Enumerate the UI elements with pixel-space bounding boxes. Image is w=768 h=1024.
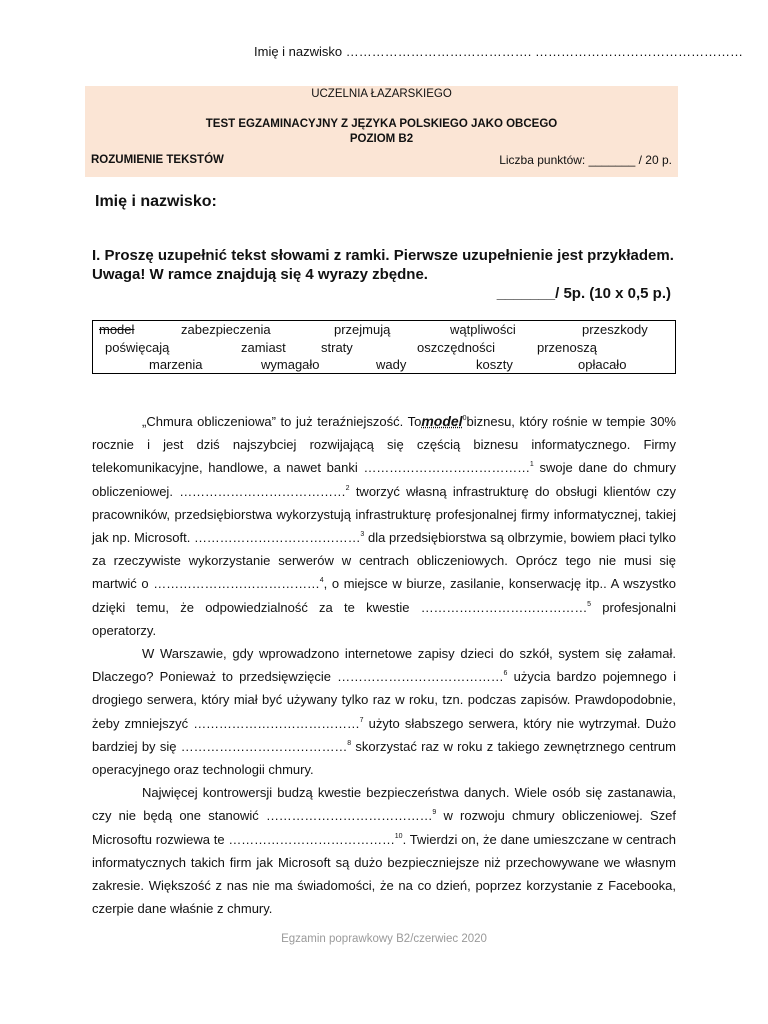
- text-segment: tworzyć własną infrastrukturę do obsługi klientów czy pracowników, przedsiębiorstwa wykorzystują infrastrukturę profesjonalnej firmy informatycznej, takiej jak np. Microsoft.: [92, 483, 676, 546]
- text-segment: dla przedsiębiorstwa są olbrzymie, bowiem płaci tylko za rzeczywiste wykorzystanie serwerów w centrach obliczeniowych. Oprócz tego nie musi się martwić o: [92, 530, 676, 592]
- gap-blank[interactable]: …………………………………: [194, 530, 361, 546]
- word-box-word: zamiast: [241, 340, 286, 355]
- name-label: Imię i nazwisko:: [95, 193, 217, 210]
- gap-number: 10: [394, 832, 403, 840]
- task-instruction: [92, 246, 674, 284]
- gap-blank[interactable]: …………………………………: [179, 483, 346, 499]
- word-box-word: przeszkody: [582, 322, 648, 337]
- gap-blank[interactable]: …………………………………: [180, 738, 348, 754]
- instruction-line-1: I. Proszę uzupełnić tekst słowami z ramki. Pierwsze uzupełnienie jest przykładem.: [92, 247, 674, 264]
- word-box-word: wątpliwości: [450, 322, 516, 337]
- gap-blank[interactable]: …………………………………: [153, 576, 320, 592]
- page-footer: Egzamin poprawkowy B2/czerwiec 2020: [281, 933, 487, 945]
- word-box-word: przejmują: [334, 322, 391, 337]
- gap-blank[interactable]: …………………………………: [337, 669, 504, 685]
- gap-number: 6: [503, 670, 508, 678]
- text-segment: . Twierdzi on, że dane umieszczane w centrach informatycznych takich firm jak Microsoft są dużo bezpieczniejsze niż przechowywane we własnym zakresie. Większość z nas nie ma świadomości, że na co dzień, poprzez korzystanie z Facebooka, czerpie dane właśnie z chmury.: [92, 831, 676, 917]
- gap-number: 0: [462, 415, 467, 422]
- word-box-word: koszty: [476, 357, 513, 372]
- text-segment: Najwięcej kontrowersji budzą kwestie bezpieczeństwa danych. Wiele osób się zastanawia, czy nie będą one stanowić: [92, 785, 676, 824]
- word-box: [92, 320, 676, 374]
- gap-number: 4: [319, 577, 324, 585]
- gap-number: 3: [360, 531, 365, 539]
- paragraph-1: [92, 410, 676, 642]
- word-box-word: wymagało: [261, 357, 320, 372]
- section-name: ROZUMIENIE TEKSTÓW: [91, 154, 224, 166]
- test-level: POZIOM B2: [349, 133, 414, 145]
- text-segment: „Chmura obliczeniowa” to już teraźniejszość. To: [142, 414, 422, 429]
- word-box-word: poświęcają: [105, 340, 170, 355]
- word-box-word: model: [99, 322, 135, 337]
- text-segment: swoje dane do chmury obliczeniowej.: [92, 460, 676, 499]
- text-segment: profesjonalni operatorzy.: [92, 599, 676, 638]
- gap-number: 7: [359, 716, 364, 724]
- text-segment: skorzystać raz w roku z takiego zewnętrznego centrum operacyjnego oraz technologii chmury.: [92, 738, 676, 778]
- gap-blank[interactable]: …………………………………: [420, 599, 588, 615]
- university-name: UCZELNIA ŁAZARSKIEGO: [311, 88, 452, 100]
- gap-number: 8: [347, 739, 352, 747]
- gap-number: 1: [529, 461, 534, 469]
- points-field: Liczba punktów: _______ / 20 p.: [499, 153, 672, 167]
- word-box-word: straty: [321, 340, 353, 355]
- word-box-word: opłacało: [578, 357, 627, 372]
- text-segment: W Warszawie, gdy wprowadzono internetowe zapisy dzieci do szkół, system się załamał. Dlaczego? Ponieważ to przedsięwzięcie: [92, 646, 676, 685]
- text-segment: użyto słabszego serwera, który nie wytrzymał. Dużo bardziej by się: [92, 715, 676, 754]
- paragraph-2: [92, 642, 676, 781]
- gap-blank[interactable]: …………………………………: [265, 808, 433, 824]
- test-title: TEST EGZAMINACYJNY Z JĘZYKA POLSKIEGO JAKO OBCEGO: [205, 118, 558, 130]
- text-segment: w rozwoju chmury obliczeniowej. Szef Microsoftu rozwiewa te: [92, 808, 676, 847]
- word-box-word: marzenia: [149, 357, 203, 372]
- name-line: Imię i nazwisko ……………………………………. …………………………………………: [254, 44, 743, 59]
- gap-blank[interactable]: …………………………………: [193, 715, 360, 731]
- cloze-text: [92, 410, 676, 920]
- text-segment: , o miejsce w biurze, zasilanie, konserwację itp.. A wszystko dzięki temu, że odpowiedzialność za te kwestie: [92, 576, 676, 615]
- example-answer: model: [421, 413, 463, 429]
- gap-blank[interactable]: …………………………………: [228, 831, 395, 847]
- gap-number: 9: [432, 809, 437, 817]
- task-score: _______/ 5p. (10 x 0,5 p.): [496, 285, 671, 302]
- gap-number: 2: [345, 484, 350, 492]
- text-segment: użycia bardzo pojemnego i drogiego serwera, który miał być używany tylko raz w roku, tzn. podczas zapisów. Prawdopodobnie, żeby zmniejszyć: [92, 669, 676, 731]
- instruction-line-2: Uwaga! W ramce znajdują się 4 wyrazy zbędne.: [92, 266, 428, 283]
- paragraph-3: [92, 781, 676, 920]
- gap-number: 5: [587, 600, 592, 608]
- gap-blank[interactable]: …………………………………: [363, 460, 530, 476]
- word-box-word: zabezpieczenia: [181, 322, 271, 337]
- text-segment: biznesu, który rośnie w tempie 30% rocznie i jest dziś najszybciej rozwijającą się częścią biznesu informatycznego. Firmy telekomunikacyjne, handlowe, a nawet banki: [92, 414, 676, 476]
- word-box-word: przenoszą: [537, 340, 597, 355]
- word-box-word: wady: [376, 357, 407, 372]
- exam-header: [85, 86, 678, 177]
- word-box-word: oszczędności: [417, 340, 496, 355]
